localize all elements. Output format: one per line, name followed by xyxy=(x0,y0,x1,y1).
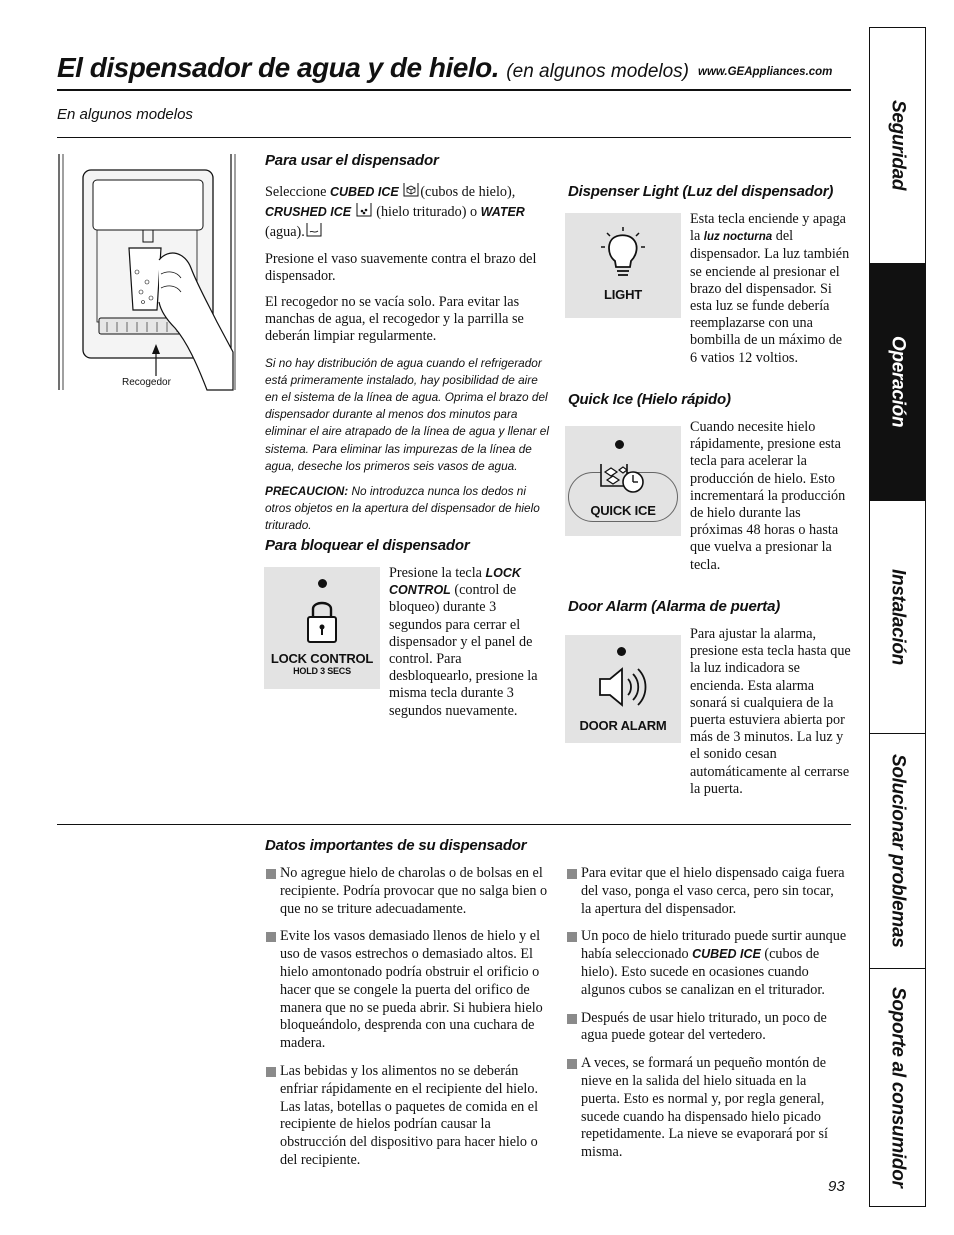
crushed-ice-icon xyxy=(355,201,373,219)
use-heading: Para usar el dispensador xyxy=(265,152,439,169)
tab-soporte-al-consumidor[interactable]: Soporte al consumidor xyxy=(887,987,909,1188)
cubed-ice-icon xyxy=(402,181,420,199)
door-alarm-label: DOOR ALARM xyxy=(579,718,667,733)
crushed-ice-key: CRUSHED ICE xyxy=(265,205,352,220)
tab-solucionar-problemas[interactable]: Solucionar problemas xyxy=(870,734,925,969)
list-item: Evite los vasos demasiado llenos de hielo y el uso de vasos estrechos o demasiado altos. El hielo amontonado podría obstruir el orificio o hacer que se congele la puerta del orifico de manera que no se pueda abrir. Si hubiera hielo bloqueándolo, desprenda con una cuchara de madera. xyxy=(266,928,550,1053)
dispenser-drawing-icon xyxy=(57,152,239,392)
use-section xyxy=(265,181,550,535)
light-bulb-icon xyxy=(601,227,645,283)
padlock-icon xyxy=(305,597,339,645)
tab-operacion[interactable]: Operación xyxy=(870,264,925,501)
lock-control-sub: HOLD 3 SECS xyxy=(293,666,351,676)
use-air-note: Si no hay distribución de agua cuando el refrigerador está primeramente instalado, hay posibilidad de aire en el sistema de la línea de agua. Oprima el brazo del dispensador durante al menos dos minutos para eliminar el aire atrapado de la línea de agua y llenar el sistema. Para eliminar las impurezas de la línea de agua, deseche los primeros seis vasos de agua. xyxy=(265,355,549,473)
page-title-sub: (en algunos modelos) xyxy=(506,61,690,82)
list-item: A veces, se formará un pequeño montón de nieve en la salida del hielo situada en la puerta. Esto es normal y, por regla general, sucede cuando ha dispensado hielo picado repetidamente. La nieve se evaporará por sí misma. xyxy=(567,1055,847,1162)
door-alarm-panel xyxy=(565,635,681,743)
list-item: Para evitar que el hielo dispensado caiga fuera del vaso, ponga el vaso cerca, pero sin tocar, la apertura del dispensador. xyxy=(567,865,847,918)
light-heading: Dispenser Light (Luz del dispensador) xyxy=(568,183,834,200)
door-alarm-indicator-dot xyxy=(617,647,626,656)
quick-ice-text: Cuando necesite hielo rápidamente, presione esta tecla para acelerar la producción de hielo. Esto incrementará la producción de hielo durante las próximas 48 horas o hasta que vuelva a presionar la tecla. xyxy=(690,419,846,573)
illustration-caption: Recogedor xyxy=(122,377,171,388)
door-alarm-heading: Door Alarm (Alarma de puerta) xyxy=(568,598,781,615)
light-text: Esta tecla enciende y apaga la luz nocturna del dispensador. La luz también se enciende al presionar el brazo del dispensador. Si esta luz se funde debería reemplazarse con una bombilla de un máximo de 6 vatios 12 voltios. xyxy=(690,211,850,366)
website-link[interactable]: www.GEAppliances.com xyxy=(698,66,833,78)
list-item: No agregue hielo de charolas o de bolsas en el recipiente. Podría provocar que no salga bien o que no se triture adecuadamente. xyxy=(266,865,550,918)
list-item: Las bebidas y los alimentos no se deberán enfriar rápidamente en el recipiente del hielo. Las latas, botellas o paquetes de comida en el recipiente de hielos podrían causar la obstrucción del dispositivo para hacer hielo o del recipiente. xyxy=(266,1063,550,1170)
quick-ice-icon xyxy=(597,456,649,496)
page-title: El dispensador de agua y de hielo. (en algunos modelos) xyxy=(57,52,690,83)
section-tabs xyxy=(869,27,926,1207)
lock-indicator-dot xyxy=(318,579,327,588)
use-drip-tray-text: El recogedor no se vacía solo. Para evitar las manchas de agua, el recogedor y la parrilla se deberán limpiar regularmente. xyxy=(265,294,524,345)
light-panel xyxy=(565,213,681,318)
tab-instalacion[interactable]: Instalación xyxy=(870,501,925,734)
lock-text: Presione la tecla LOCK CONTROL (control de bloqueo) durante 3 segundos para cerrar el dispensador y el panel de control. Para desbloquearlo, presione la misma tecla durante 3 segundos nuevamente. xyxy=(389,565,538,719)
cubed-ice-key: CUBED ICE xyxy=(692,947,761,962)
quick-ice-panel xyxy=(565,426,681,536)
lock-heading: Para bloquear el dispensador xyxy=(265,537,470,554)
list-item: Un poco de hielo triturado puede surtir aunque había seleccionado CUBED ICE (cubos de hielo). Esto sucede en ocasiones cuando algunos cubos se canalizan en el triturador. xyxy=(567,928,847,999)
facts-list-left xyxy=(266,865,550,1180)
water-key: WATER xyxy=(480,205,525,220)
dispenser-illustration xyxy=(57,152,239,392)
list-item: Después de usar hielo triturado, un poco de agua puede gotear del vertedero. xyxy=(567,1010,847,1046)
light-label: LIGHT xyxy=(604,287,642,302)
night-light-key: luz nocturna xyxy=(703,231,773,244)
use-press-text: Presione el vaso suavemente contra el brazo del dispensador. xyxy=(265,250,537,284)
quick-ice-indicator-dot xyxy=(615,440,624,449)
page-number: 93 xyxy=(828,1178,845,1195)
door-alarm-text: Para ajustar la alarma, presione esta tecla hasta que la luz indicadora se encienda. Esta alarma sonará si cualquiera de la puerta estuviera abierta por más de 3 minutos. La luz y el sonido cesan automáticamente al cerrarse la puerta. xyxy=(690,626,851,797)
section-rule-top xyxy=(57,137,851,138)
lock-control-label: LOCK CONTROL xyxy=(270,651,374,666)
speaker-icon xyxy=(598,665,650,709)
use-caution: PRECAUCION: No introduzca nunca los dedos ni otros objetos en la apertura del dispensador de hielo triturado. xyxy=(265,484,540,533)
lock-control-key: LOCK CONTROL xyxy=(389,566,521,598)
tab-seguridad[interactable]: Seguridad xyxy=(870,28,925,264)
facts-list-right xyxy=(567,865,847,1172)
subhead: En algunos modelos xyxy=(57,106,193,123)
caution-label: PRECAUCION: xyxy=(265,484,349,499)
facts-heading: Datos importantes de su dispensador xyxy=(265,837,527,854)
water-icon xyxy=(305,221,323,239)
lock-control-panel xyxy=(264,567,380,689)
use-instruction: Seleccione CUBED ICE (cubos de hielo), CRUSHED ICE (hielo triturado) o WATER (agua). xyxy=(265,181,550,242)
header-rule xyxy=(57,89,851,91)
cubed-ice-key: CUBED ICE xyxy=(330,185,399,199)
quick-ice-label: QUICK ICE xyxy=(590,503,656,518)
section-rule-bottom xyxy=(57,824,851,825)
quick-ice-heading: Quick Ice (Hielo rápido) xyxy=(568,391,731,408)
